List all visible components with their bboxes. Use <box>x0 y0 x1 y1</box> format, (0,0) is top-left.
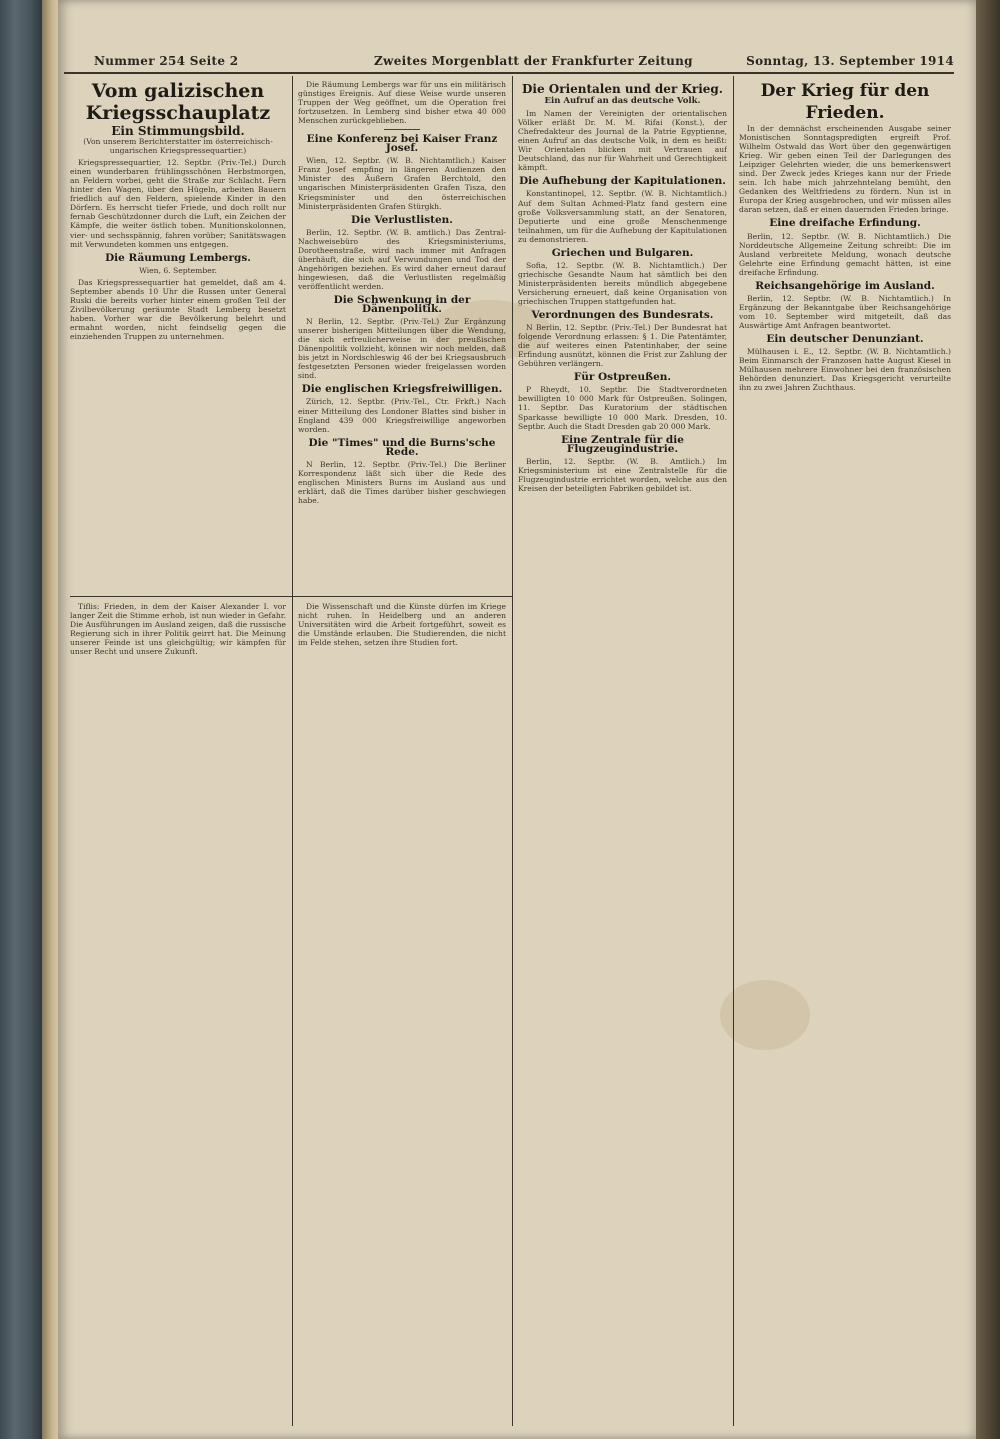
column-rule <box>512 76 513 1426</box>
article-body: P Rheydt, 10. Septbr. Die Stadtverordneten bewilligten 10 000 Mark für Ostpreußen. Solingen, 11. Septbr. Das Kuratorium der städtischen Sparkasse bewilligte 10 000 Mark. Dresden, 10. Septbr. Auch die Stadt Dresden gab 20 000 Mark. <box>518 385 727 431</box>
article-body: Berlin, 12. Septbr. (W. B. amtlich.) Das Zentral-Nachweisebüro des Kriegsministeriums, Dorotheenstraße, wird nach immer mit Anfragen überhäuft, die sich auf Verwundungen und Tod der Angehörigen beziehen. Es wird daher erneut darauf hingewiesen, daß die Verlustlisten regelmäßig veröffentlicht werden. <box>298 227 506 291</box>
column-3 <box>518 80 727 1425</box>
article-body: Berlin, 12. Septbr. (W. B. Nichtamtlich.) Die Norddeutsche Allgemeine Zeitung schreibt: Die im Ausland verbreitete Meldung, wonach deutsche Gelehrte eine Erfindung gemacht hätten, ist eine dreifache Erfindung. <box>739 231 951 277</box>
byline-note: (Von unserem Berichterstatter im österreichisch-ungarischen Kriegspressequartier.) <box>83 137 273 156</box>
article-body: N Berlin, 12. Septbr. (Priv.-Tel.) Zur Ergänzung unserer bisherigen Mitteilungen über die Wendung, die sich erfreulicherweise in der preußischen Dänenpolitik vollzieht, können wir noch melden, daß bis jetzt in Nordschleswig 46 der bei Kriegsausbruch festgesetzten Personen wieder freigelassen worden sind. <box>298 317 506 381</box>
column-rule <box>733 76 734 1426</box>
section-heading: Die Schwenkung in der Dänenpolitik. <box>333 293 471 316</box>
article-body: Berlin, 12. Septbr. (W. B. Amtlich.) Im Kriegsministerium ist eine Zentralstelle für die Flugzeugindustrie errichtet worden, welche aus den Kreisen der beteiligten Fabriken gebildet ist. <box>518 456 727 493</box>
masthead-rule <box>64 72 954 74</box>
right-margin-shadow <box>976 0 1000 1439</box>
section-heading: Die englischen Kriegsfreiwilligen. <box>301 383 503 396</box>
section-subheading: Ein Aufruf an das deutsche Volk. <box>544 96 701 107</box>
article-body: Mülhausen i. E., 12. Septbr. (W. B. Nichtamtlich.) Beim Einmarsch der Franzosen hatte August Kiesel in Mülhausen mehrere Einwohner bei den französischen Behörden denunziert. Das Kriegsgericht verurteilte ihn zu zwei Jahren Zuchthaus. <box>739 347 951 393</box>
article-body: In der demnächst erscheinenden Ausgabe seiner Monistischen Sonntagspredigten ergreift Prof. Wilhelm Ostwald das Wort über den gegenwärtigen Krieg. Wir geben einen Teil der Darlegungen des Leipziger Gelehrten wieder, die uns bemerkenswert sind. Der Zweck jedes Krieges kann nur der Friede sein. Ich habe mich jahrzehntelang bemüht, den Gedanken des Weltfriedens zu fördern. Nun ist in Europa der Krieg ausgebrochen, und wir müssen alles daran setzen, daß er einen dauernden Frieden bringe. <box>739 124 951 215</box>
article-body: Konstantinopel, 12. Septbr. (W. B. Nichtamtlich.) Auf dem Sultan Achmed-Platz fand gestern eine große Volksversammlung statt, an der Senatoren, Deputierte und eine große Menschenmenge teilnahmen, um für die Aufhebung der Kapitulationen zu demonstrieren. <box>518 189 727 244</box>
article-body: Berlin, 12. Septbr. (W. B. Nichtamtlich.) In Ergänzung der Bekanntgabe über Reichsangehörige vom 10. September wird mitgeteilt, daß das Auswärtige Amt Anfragen beantwortet. <box>739 293 951 330</box>
column-2 <box>298 80 506 592</box>
section-heading: Eine Konferenz bei Kaiser Franz Josef. <box>306 133 498 155</box>
article-body: Die Räumung Lembergs war für uns ein militärisch günstiges Ereignis. Auf diese Weise wurde unseren Truppen der Weg geöffnet, um die Operation frei fortzusetzen. In Lemberg sind bisher etwa 40 000 Menschen zurückgeblieben. <box>298 80 506 126</box>
article-body: Kriegspressequartier, 12. Septbr. (Priv.-Tel.) Durch einen wunderbaren frühlingsschönen Herbstmorgen, an Feldern vorbei, geht die Straße zur Schlacht. Fern hinter den Wagen, über den Hügeln, arbeiten Bauern friedlich auf den Feldern, spielende Kinder in den Dörfern. Es herrscht tiefer Friede, und doch rollt nur fernab Geschützdonner durch die Luft, ein Zeichen der Kämpfe, die weiter östlich toben. Munitionskolonnen, vier- und sechsspännig, fahren vorüber; Sanitätswagen mit Verwundeten kommen uns entgegen. <box>70 158 286 249</box>
section-heading: Die Räumung Lembergs. <box>105 251 251 264</box>
section-heading: Die Aufhebung der Kapitulationen. <box>519 175 726 188</box>
subhead: Ein Stimmungsbild. <box>111 124 245 138</box>
headline-war-for-peace: Der Krieg für den Frieden. <box>760 81 930 123</box>
section-heading: Die Verlustlisten. <box>351 213 453 226</box>
section-rule <box>70 596 512 597</box>
article-body: N Berlin, 12. Septbr. (Priv.-Tel.) Die Berliner Korrespondenz läßt sich über die Rede des englischen Ministers Burns im Ausland aus und erklärt, daß die Times darüber bisher geschwiegen habe. <box>298 459 506 505</box>
article-body: Wien, 12. Septbr. (W. B. Nichtamtlich.) Kaiser Franz Josef empfing in längeren Audienzen den Minister des Äußern Grafen Berchtold, den ungarischen Ministerpräsidenten Grafen Tisza, den Kriegsminister und den österreichischen Ministerpräsidenten Grafen Stürgkh. <box>298 156 506 211</box>
issue-date: Sonntag, 13. September 1914 <box>746 54 954 68</box>
dateline: Wien, 6. September. <box>139 265 217 275</box>
newspaper-title: Zweites Morgenblatt der Frankfurter Zeitung <box>374 54 693 68</box>
section-heading: Reichsangehörige im Ausland. <box>755 279 935 292</box>
article-body: Das Kriegspressequartier hat gemeldet, daß am 4. September abends 10 Uhr die Russen unter General Ruski die bereits vorher hinter einem großen Teil der Zivilbevölkerung geräumte Stadt Lemberg besetzt haben. Vorher war die Bevölkerung belehrt und ermahnt worden, nicht feindselig gegen die einziehenden Truppen zu unternehmen. <box>70 277 286 341</box>
issue-number: Nummer 254 Seite 2 <box>94 54 239 68</box>
feuilleton-body: Die Wissenschaft und die Künste dürfen im Kriege nicht ruhen. In Heidelberg und an anderen Universitäten wird die Arbeit fortgeführt, soweit es die Umstände erlauben. Die Studierenden, die nicht im Felde stehen, setzen ihre Studien fort. <box>298 602 506 648</box>
column-4 <box>739 80 951 1425</box>
section-heading: Verordnungen des Bundesrats. <box>531 309 714 322</box>
section-heading: Für Ostpreußen. <box>573 371 672 384</box>
article-body: Im Namen der Vereinigten der orientalischen Völker erläßt Dr. M. M. Rifai (Konst.), der Chefredakteur des Journal de la Patrie Egyptienne, einen Aufruf an das deutsche Volk, in dem es heißt: Wir Orientalen blicken mit Vertrauen auf Deutschland, das nur für Wahrheit und Gerechtigkeit kämpft. <box>518 109 727 173</box>
section-heading: Die Orientalen und der Krieg. <box>522 82 723 96</box>
lower-left-column <box>70 602 286 1422</box>
lower-middle-column <box>298 602 506 1422</box>
section-heading: Eine Zentrale für die Flugzeugindustrie. <box>561 433 684 455</box>
article-body: N Berlin, 12. Septbr. (Priv.-Tel.) Der Bundesrat hat folgende Verordnung erlassen: § 1. Die Patentämter, die auf weiteres einen Patentinhaber, der seine Erfindung ausnützt, können die Frist zur Zahlung der Gebühren verlängern. <box>518 323 727 369</box>
section-heading: Griechen und Bulgaren. <box>551 246 694 259</box>
section-heading: Ein deutscher Denunziant. <box>766 332 924 345</box>
masthead <box>64 52 954 70</box>
column-rule <box>292 76 293 1426</box>
headline-galicia: Vom galizischen Kriegsschauplatz <box>85 80 271 124</box>
article-body: Sofia, 12. Septbr. (W. B. Nichtamtlich.) Der griechische Gesandte Naum hat sämtlich bei den Ministerpräsidenten bereits mündlich abgegebene Versicherung erneuert, daß keine Organisation von griechischen Truppen stattgefunden hat. <box>518 260 727 306</box>
divider <box>384 129 420 130</box>
feuilleton-body: Tiflis: Frieden, in dem der Kaiser Alexander I. vor langer Zeit die Stimme erhob, ist nun wieder in Gefahr. Die Ausführungen im Ausland zeigen, daß die russische Regierung sich in ihrer Politik geirrt hat. Die Meinung unserer Feinde ist uns gleichgültig; wir kämpfen für unser Recht und unsere Zukunft. <box>70 602 286 657</box>
article-body: Zürich, 12. Septbr. (Priv.-Tel., Ctr. Frkft.) Nach einer Mitteilung des Londoner Blattes sind bisher in England 439 000 Kriegsfreiwillige angeworben worden. <box>298 397 506 434</box>
book-binding <box>0 0 42 1439</box>
column-1 <box>70 80 286 592</box>
section-heading: Eine dreifache Erfindung. <box>769 217 921 230</box>
section-heading: Die "Times" und die Burns'sche Rede. <box>308 436 496 458</box>
